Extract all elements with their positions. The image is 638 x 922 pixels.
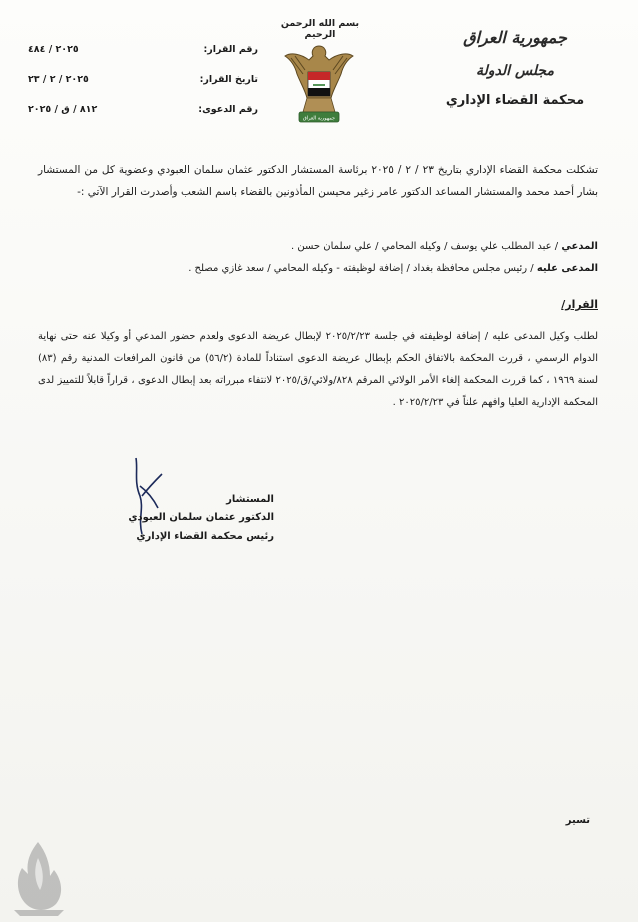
decision-date-label: تاريخ القرار: [199, 74, 258, 85]
case-number-label: رقم الدعوى: [198, 104, 258, 115]
handwritten-signature-icon [128, 456, 168, 536]
plaintiff-text: / عبد المطلب علي يوسف / وكيله المحامي / علي سلمان حسن . [291, 241, 559, 252]
tasbeer-note: تسير [565, 815, 590, 826]
decision-number-row [28, 44, 258, 74]
country-title: جمهورية العراق [463, 28, 567, 47]
corner-logo-watermark-icon [8, 838, 70, 918]
court-formation-paragraph: تشكلت محكمة القضاء الإداري بتاريخ ٢٣ / ٢ / ٢٠٢٥ برئاسة المستشار الدكتور عثمان سلمان العبودي وعضوية كل من المستشار بشار أحمد محمد والمستشار المساعد الدكتور عامر زغير محيسن المأذونين بالقضاء باسم الشعب وأصدرت القرار الآتي :- [38, 164, 599, 198]
signature-block [70, 456, 290, 566]
decision-date-row [28, 74, 258, 104]
plaintiff-label: المدعي [561, 241, 598, 252]
decision-number-value: ٢٠٢٥ / ٤٨٤ [28, 44, 79, 55]
iraq-eagle-emblem-icon [283, 40, 355, 136]
decision-paragraph: لطلب وكيل المدعى عليه / إضافة لوظيفته في جلسة ٢٠٢٥/٢/٢٣ لإبطال عريضة الدعوى ولعدم حضور المدعي أو وكيلا عنه حتى نهاية الدوام الرسمي ، قررت المحكمة بالاتفاق الحكم بإبطال عريضة الدعوى استناداً للمادة (٥٦/٢) من قانون المرافعات المدنية رقم (٨٣) لسنة ١٩٦٩ ، كما قررت المحكمة إلغاء الأمر الولائي المرقم ٨٢٨/ولائي/ق/٢٠٢٥ لانتفاء مبرراته بعد إبطال الدعوى ، قراراً قابلاً للتمييز لدى المحكمة الإدارية العليا وافهم علناً في ٢٠٢٥/٢/٢٣ . [38, 331, 599, 408]
case-number-row [28, 104, 258, 134]
case-number-value: ٨١٢ / ق / ٢٠٢٥ [28, 104, 98, 115]
plaintiff-line [38, 236, 598, 258]
court-header [440, 24, 590, 108]
court-title: محكمة القضاء الإداري [445, 93, 585, 108]
parties-section [38, 236, 598, 280]
decision-date-value: ٢٠٢٥ / ٢ / ٢٣ [28, 74, 89, 85]
defendant-text: / رئيس مجلس محافظة بغداد / إضافة لوظيفته - وكيله المحامي / سعد غازي مصلح . [188, 263, 534, 274]
decision-number-label: رقم القرار: [203, 44, 258, 55]
defendant-line [38, 258, 598, 280]
council-title: مجلس الدولة [476, 63, 554, 79]
signature-position: رئيس محكمة القضاء الإداري [136, 531, 274, 542]
signature-title: المستشار [226, 494, 274, 505]
decision-meta [28, 44, 258, 134]
emblem-banner-text: جمهورية العراق [302, 115, 336, 122]
decision-heading: القرار/ [561, 298, 598, 311]
defendant-label: المدعى عليه [536, 263, 598, 274]
bismillah: بسم الله الرحمن الرحيم [280, 18, 360, 40]
signature-name: الدكتور عثمان سلمان العبودي [128, 512, 274, 523]
